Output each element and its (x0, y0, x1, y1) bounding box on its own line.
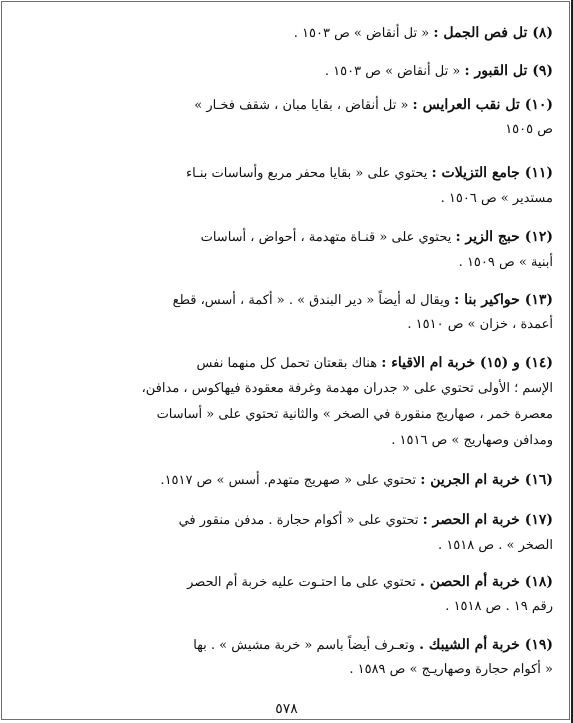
entry-text: رقم ١٩ . ص ١٥١٨ . (445, 599, 553, 614)
entry-8-line-1 (58, 24, 553, 43)
entry-18-line-1 (58, 573, 553, 592)
entry-heading: (٩) تل القبور : (464, 63, 553, 79)
entry-text: يحتوي على « قنـاة متهدمة ، أحواض ، أساسات (200, 230, 452, 245)
entry-9-line-1 (58, 62, 553, 81)
entry-19-line-1 (58, 636, 553, 655)
entry-17-line-2 (58, 537, 553, 555)
entry-11-line-1 (58, 164, 553, 183)
entry-13-line-2 (58, 316, 553, 334)
entry-text: يحتوي على « بقايا محفر مربع وأساسات بنـاء (185, 166, 428, 181)
entry-text: معصرة خمر ، صهاريج منقورة في الصخر » والثانية تحتوي على « أساسات (156, 407, 553, 422)
entry-heading: (١٠) تل نقب العرايس : (412, 97, 553, 113)
entry-text: تحتوي على « أكوام حجارة . مدفن منقور في (178, 513, 419, 528)
entry-text: الصخر » . ص ١٥١٨ . (438, 538, 553, 553)
entry-heading: (١٢) حبج الزير : (455, 229, 553, 245)
entry-text: وتعـرف أيضاً باسم « خربة مشيش » . بها (193, 638, 415, 653)
entry-heading: (١٤) و (١٥) خربة ام الاقياء : (381, 355, 553, 371)
entry-heading: (١٣) حواكير بنا : (454, 292, 553, 308)
entry-text: ومدافن وصهاريج » ص ١٥١٦ . (391, 433, 553, 448)
entry-text: ويقال له أيضاً « دير البندق » . « أكمة ، أسس، قطع (172, 293, 450, 308)
entry-text: مستدير » ص ١٥٠٦ . (440, 191, 553, 206)
page-number: ٥٧٨ (275, 701, 298, 717)
entry-13-line-1 (58, 291, 553, 310)
entry-heading: (١٩) خربة أم الشيبك . (419, 637, 553, 653)
entry-text: « تل أنقاض ، بقايا مبان ، شقف فخـار » (194, 98, 409, 113)
entry-heading: (١٨) خربة أم الحصن . (420, 574, 553, 590)
entry-10-line-2 (58, 121, 553, 139)
entry-text: هناك بقعتان تحمل كل منهما نفس (196, 356, 378, 371)
entry-16-line-1 (58, 471, 553, 490)
entry-14-15-line-1 (58, 354, 553, 373)
entry-text: ص ١٥٠٥ (505, 122, 553, 137)
entry-14-15-line-2 (58, 380, 553, 398)
entry-text: أعمدة ، خزان » ص ١٥١٠ . (407, 317, 553, 332)
entry-heading: (١٧) خربة ام الحصر : (422, 512, 553, 528)
entry-12-line-2 (58, 254, 553, 272)
entry-text: تحتوي على « صهريج متهدم. أسس » ص ١٥١٧. (160, 473, 417, 488)
entry-text: « أكوام حجارة وصهاريـج » ص ١٥٨٩ . (349, 662, 553, 677)
entry-19-line-2 (58, 661, 553, 679)
entry-text: « تل أنقاض » ص ١٥٠٣ . (324, 64, 461, 79)
entry-14-15-line-3 (58, 406, 553, 424)
entry-text: أبنية » ص ١٥٠٩ . (458, 255, 553, 270)
entry-heading: (١١) جامع التزيلات : (431, 165, 553, 181)
entry-14-15-line-4 (58, 432, 553, 450)
entry-17-line-1 (58, 511, 553, 530)
entry-heading: (٨) تل فص الجمل : (433, 25, 553, 41)
entry-12-line-1 (58, 228, 553, 247)
entry-text: الإسم ؛ الأولى تحتوي على « جدران مهدمة وغرفة معقودة فيهاكوس ، مدافن، (141, 381, 553, 396)
entry-text: « تل أنقاض » ص ١٥٠٣ . (293, 26, 430, 41)
entry-text: تحتوي على ما احتـوت عليه خربة أم الحصر (187, 575, 416, 590)
entry-10-line-1 (58, 96, 553, 115)
entry-heading: (١٦) خربة ام الجرين : (420, 472, 553, 488)
entry-11-line-2 (58, 190, 553, 208)
entry-18-line-2 (58, 598, 553, 616)
